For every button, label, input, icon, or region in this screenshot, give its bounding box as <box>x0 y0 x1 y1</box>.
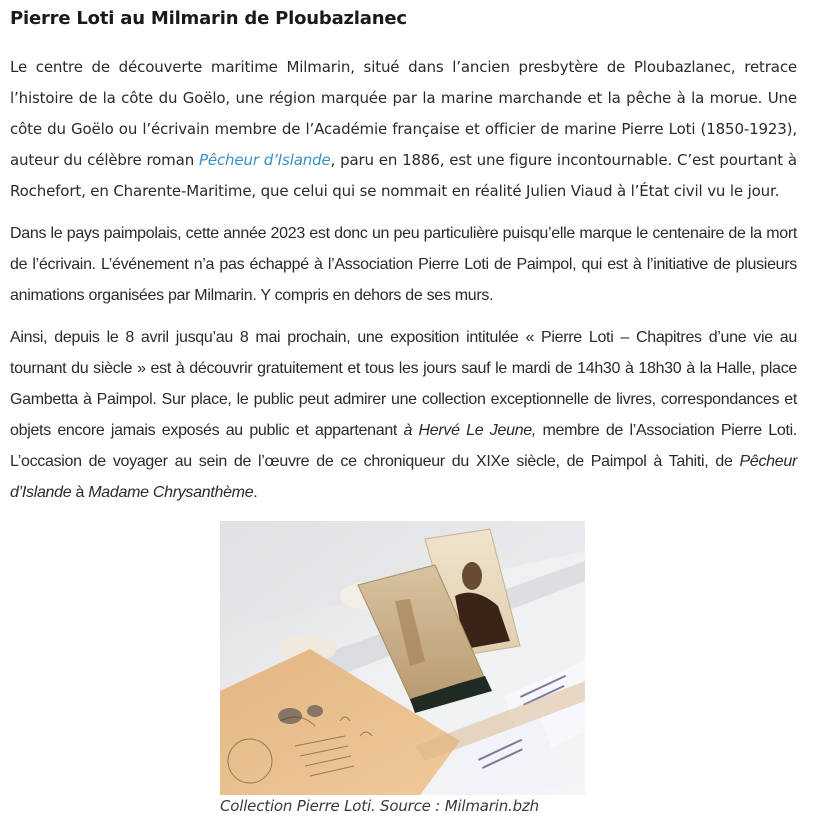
exhibition-text-2: membre de l’Association Pierre Loti. L’occasion de voyager au sein de l’œuvre de ce chroniqueur du XIXe siècle, de Paimpol à Tahiti, de <box>10 422 797 470</box>
paragraph-centenary: Dans le pays paimpolais, cette année 2023 est donc un peu particulière puisqu’elle marque le centenaire de la mort de l’écrivain. L’événement n’a pas échappé à l’Association Pierre Loti de Paimpol, qui est à l’initiative de plusieurs animations organisées par Milmarin. Y compris en dehors de ses murs. <box>10 225 797 304</box>
photo-caption: Collection Pierre Loti. Source : Milmarin.bzh <box>220 797 539 815</box>
exhibition-italic-book-1: Pêcheur d’Islande <box>10 453 797 501</box>
exhibition-italic-book-2: Madame Chrysanthème <box>88 484 254 501</box>
paragraph-intro <box>10 52 797 207</box>
photo-illustration <box>220 521 585 795</box>
exhibition-photo <box>220 521 585 795</box>
article-title: Pierre Loti au Milmarin de Ploubazlanec <box>10 8 407 29</box>
exhibition-text-1: Ainsi, depuis le 8 avril jusqu’au 8 mai prochain, une exposition intitulée « Pierre Loti – Chapitres d’une vie au tournant du siècle » est à découvrir gratuitement et tous les jours sauf le mardi de 14h30 à 18h30 à la Halle, place Gambetta à Paimpol. Sur place, le public peut admirer une collection exceptionnelle de livres, correspondances et objets encore jamais exposés au public et appartenant <box>10 329 797 439</box>
exhibition-text-3: à <box>71 484 89 501</box>
paragraph-exhibition <box>10 322 797 508</box>
paragraph-intro-text-end: , paru en 1886, est une figure incontournable. C’est pourtant à Rochefort, en Charente-Maritime, que celui qui se nommait en réalité Julien Viaud à l’État civil vu le jour. <box>10 151 797 200</box>
exhibition-text-4: . <box>253 484 258 501</box>
paragraph-intro-text: Le centre de découverte maritime Milmarin, situé dans l’ancien presbytère de Ploubazlanec, retrace l’histoire de la côte du Goëlo, une région marquée par la marine marchande et la pêche à la morue. Une côte du Goëlo ou l’écrivain membre de l’Académie française et officier de marine Pierre Loti (1850-1923), auteur du célèbre roman <box>10 58 797 169</box>
pecheur-islande-link[interactable]: Pêcheur d’Islande <box>198 151 331 169</box>
exhibition-italic-owner: à Hervé Le Jeune, <box>403 422 537 439</box>
